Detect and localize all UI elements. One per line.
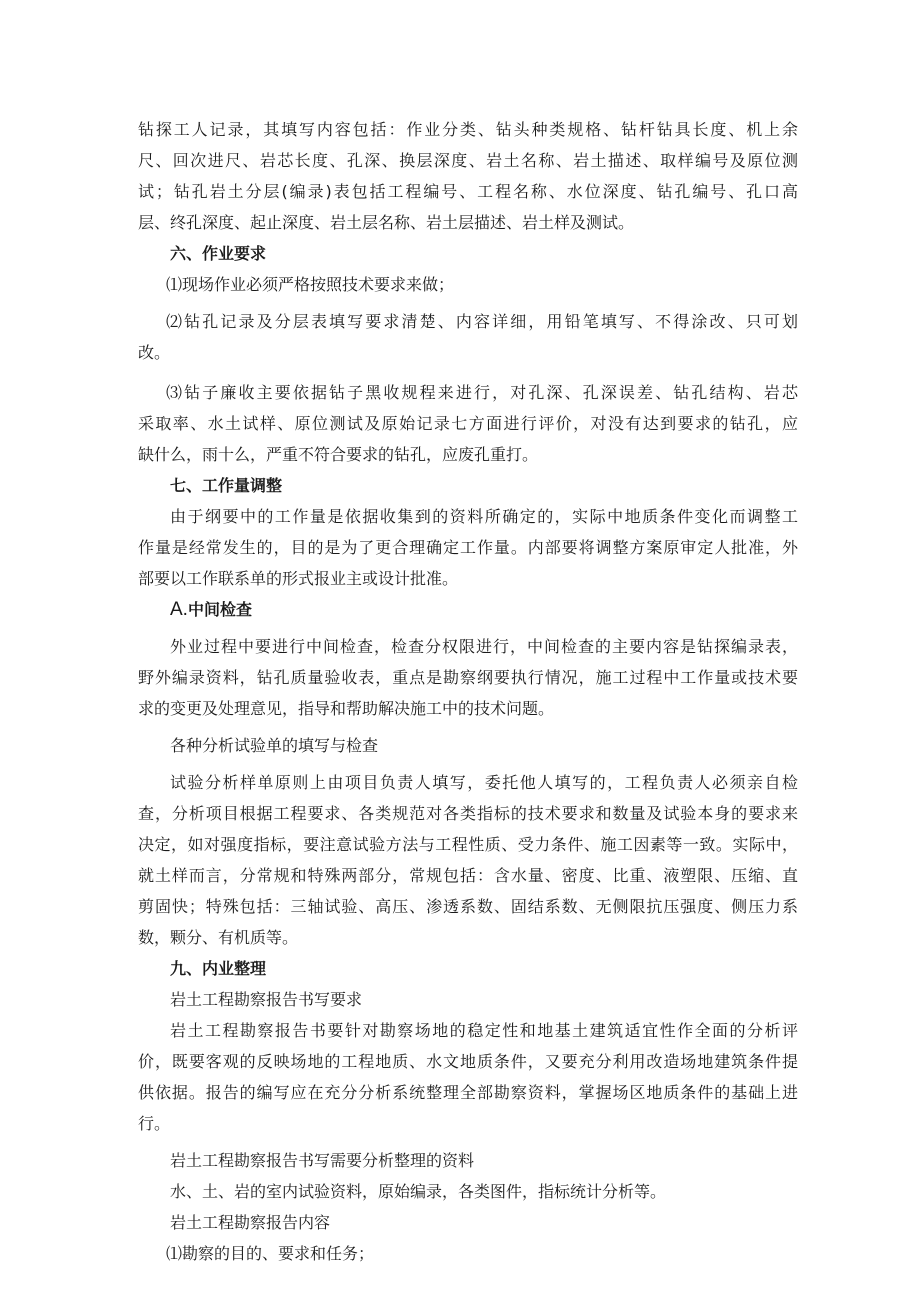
text-line: 求的变更及处理意见，指导和帮助解决施工中的技术问题。 [138,699,555,718]
text-line: 层、终孔深度、起止深度、岩土层名称、岩土层描述、岩土样及测试。 [138,213,635,232]
section-heading-a [138,594,798,625]
text-line: 试验分析样单原则上由项目负责人填写，委托他人填写的，工程负责人必须亲自检 [170,773,798,792]
text-line: 部要以工作联系单的形式报业主或设计批准。 [138,569,459,588]
text-line: 野外编录资料，钻孔质量验收表，重点是勘察纲要执行情况，施工过程中工作量或技术要 [138,668,798,687]
text-line: ⑵钻孔记录及分层表填写要求清楚、内容详细，用铅笔填写、不得涂改、只可划 [166,312,798,331]
subheading-report-materials: 岩土工程勘察报告书写需要分析整理的资料 [170,1151,475,1170]
text-line: ⑶钻子廉收主要依据钻子黑收规程来进行，对孔深、孔深误差、钻孔结构、岩芯 [166,383,798,402]
paragraph-test-sheets [138,767,798,953]
section-heading-9: 九、内业整理 [170,959,267,978]
text-line: 查，分析项目根据工程要求、各类规范对各类指标的技术要求和数量及试验本身的要求来 [138,804,798,823]
section-heading-7: 七、工作量调整 [170,476,283,495]
paragraph-drilling-record [138,114,798,238]
section-prefix: A. [170,599,188,620]
requirement-item-2 [138,306,798,368]
text-line: 作量是经常发生的，目的是为了更合理确定工作量。内部要将调整方案原审定人批准，外 [138,538,798,557]
requirement-item-3 [138,377,798,470]
text-line: 数，颗分、有机质等。 [138,928,299,947]
text-line: 剪固快；特殊包括：三轴试验、高压、渗透系数、固结系数、无侧限抗压强度、侧压力系 [138,897,798,916]
text-line: 价，既要客观的反映场地的工程地质、水文地质条件，又要充分利用改造场地建筑条件提 [138,1052,798,1071]
text-line: 钻探工人记录，其填写内容包括：作业分类、钻头种类规格、钻杆钻具长度、机上余 [138,120,798,139]
subheading-report-requirements: 岩土工程勘察报告书写要求 [170,990,363,1009]
report-contents-item-1: ⑴勘察的目的、要求和任务； [166,1244,375,1263]
paragraph-midcheck [138,631,798,724]
subheading-report-contents: 岩土工程勘察报告内容 [170,1213,331,1232]
section-title: 中间检查 [187,600,252,619]
text-line: 决定，如对强度指标，要注意试验方法与工程性质、受力条件、施工因素等一致。实际中， [138,835,798,854]
document-body [138,114,798,1269]
paragraph-report-materials: 水、土、岩的室内试验资料，原始编录，各类图件，指标统计分析等。 [170,1182,667,1201]
text-line: 由于纲要中的工作量是依据收集到的资料所确定的，实际中地质条件变化而调整工 [170,507,798,526]
text-line: 采取率、水土试样、原位测试及原始记录七方面进行评价，对没有达到要求的钻孔，应 [138,414,798,433]
text-line: 外业过程中要进行中间检查，检查分权限进行，中间检查的主要内容是钻探编录表， [170,637,798,656]
text-line: 改。 [138,343,171,362]
text-line: 就土样而言，分常规和特殊两部分，常规包括：含水量、密度、比重、液塑限、压缩、直 [138,866,798,885]
subheading-test-sheets: 各种分析试验单的填写与检查 [170,736,379,755]
paragraph-workload [138,501,798,594]
text-line: 岩土工程勘察报告书要针对勘察场地的稳定性和地基土建筑适宜性作全面的分析评 [170,1021,798,1040]
text-line: 缺什么，雨十么，严重不符合要求的钻孔，应废孔重打。 [138,445,539,464]
section-heading-6: 六、作业要求 [170,244,267,263]
text-line: 试；钻孔岩土分层(编录)表包括工程编号、工程名称、水位深度、钻孔编号、孔口高 [138,182,798,201]
requirement-item-1: ⑴现场作业必须严格按照技术要求来做； [166,275,455,294]
text-line: 供依据。报告的编写应在充分分析系统整理全部勘察资料，掌握场区地质条件的基础上进 [138,1083,798,1102]
text-line: 行。 [138,1114,171,1133]
text-line: 尺、回次进尺、岩芯长度、孔深、换层深度、岩土名称、岩土描述、取样编号及原位测 [138,151,798,170]
paragraph-report-requirements [138,1015,798,1139]
